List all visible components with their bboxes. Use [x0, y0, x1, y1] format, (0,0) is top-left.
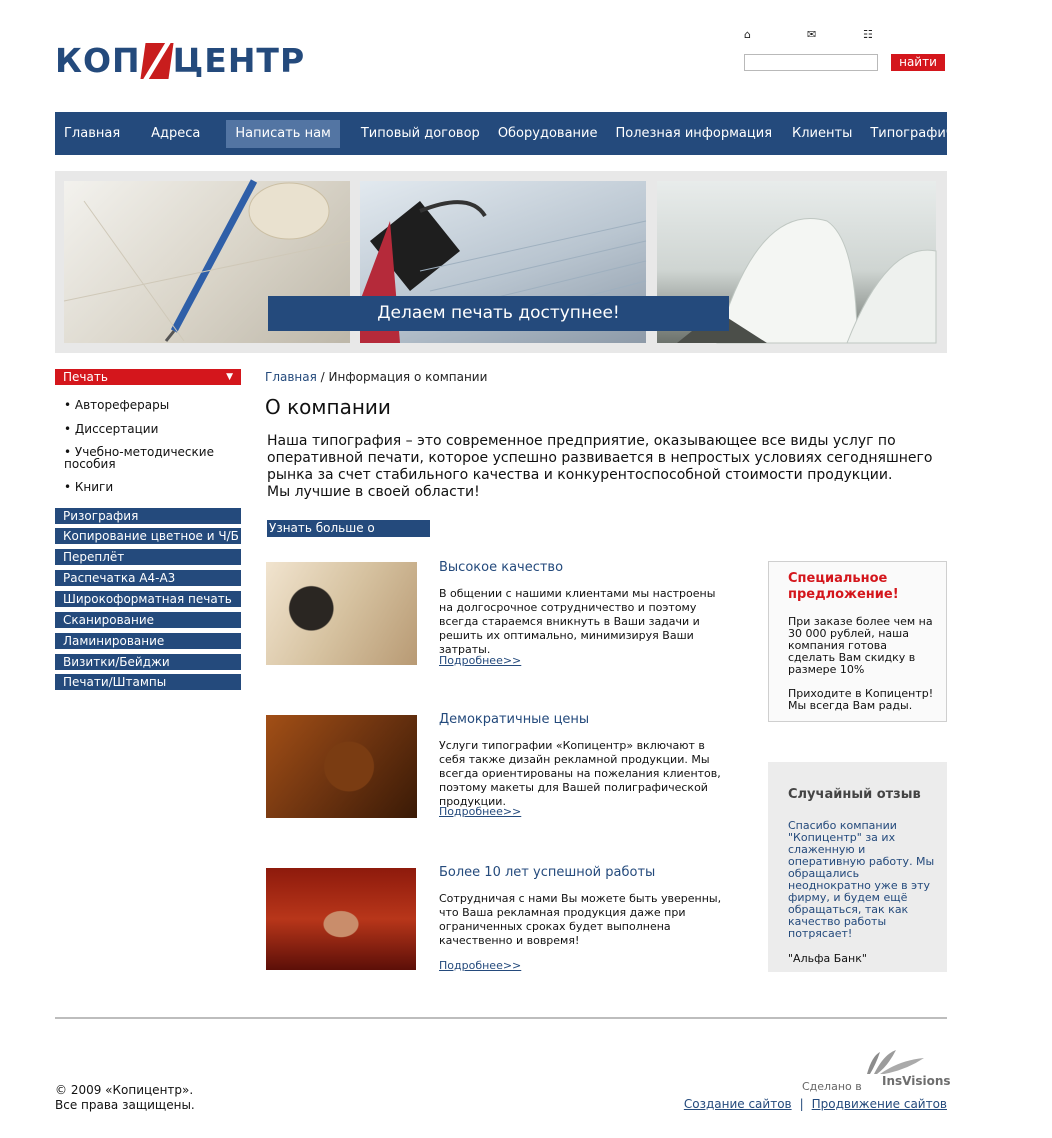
feature-title: Более 10 лет успешной работы — [439, 865, 656, 880]
review-box — [768, 762, 947, 972]
nav-item-clients[interactable]: Клиенты — [792, 125, 853, 141]
logo-text-right: ЦЕНТР — [172, 41, 306, 80]
sidebar-subitem[interactable]: • Автореферары — [64, 398, 170, 412]
sidebar-item[interactable]: Ризография — [55, 508, 241, 524]
footer-link-site-promotion[interactable]: Продвижение сайтов — [811, 1097, 947, 1111]
review-author: "Альфа Банк" — [788, 952, 867, 965]
banner — [55, 171, 947, 353]
sidebar-item[interactable]: Сканирование — [55, 612, 241, 628]
feature-text: Услуги типографии «Копицентр» включают в себя также дизайн рекламной продукции. Мы всегда ориентированы на пожелания клиентов, поэтому макеты для Вашей полиграфической продукции. — [439, 739, 721, 808]
feature-more-link[interactable]: Подробнее>> — [439, 805, 522, 818]
banner-caption: Делаем печать доступнее! — [268, 296, 729, 331]
intro-text — [267, 433, 947, 501]
mail-icon[interactable]: ✉ — [807, 28, 817, 41]
nav-item-print-services[interactable]: Типографические услуги — [870, 125, 1044, 141]
offer-text: При заказе более чем на 30 000 рублей, наша компания готова сделать Вам скидку в размере 10% — [788, 615, 933, 676]
sidebar-subitem[interactable]: • Книги — [64, 480, 114, 494]
nav-item-addresses[interactable]: Адреса — [151, 125, 201, 141]
offer-text-invite: Приходите в Копицентр! Мы всегда Вам рады. — [788, 687, 934, 712]
special-offer-box — [768, 561, 947, 722]
logo[interactable] — [55, 40, 305, 82]
main-nav — [55, 112, 1044, 155]
footer-divider — [55, 1017, 947, 1019]
sidebar-menu-print[interactable] — [55, 369, 241, 385]
copyright — [55, 1083, 195, 1113]
logo-text-left: КОП — [55, 41, 141, 80]
footer-link-separator: | — [799, 1097, 804, 1111]
insvisions-logo[interactable] — [862, 1048, 951, 1090]
breadcrumb — [265, 370, 487, 384]
home-icon[interactable]: ⌂ — [744, 28, 751, 41]
top-icons — [744, 28, 884, 42]
feature-image-tools — [266, 715, 417, 818]
sidebar-head-label: Печать — [63, 370, 108, 384]
leaf-logo-icon — [862, 1048, 932, 1076]
search-button[interactable]: найти — [891, 54, 945, 71]
learn-more-button[interactable]: Узнать больше о копицентре — [267, 520, 430, 537]
brand-name: InsVisions — [882, 1074, 951, 1088]
search-input[interactable] — [744, 54, 878, 71]
nav-item-contract[interactable]: Типовый договор — [360, 125, 480, 141]
sidebar-item[interactable]: Переплёт — [55, 549, 241, 565]
sidebar-item[interactable]: Распечатка А4-А3 — [55, 570, 241, 586]
sidebar-item[interactable]: Копирование цветное и Ч/Б — [55, 528, 241, 544]
footer-link-site-creation[interactable]: Создание сайтов — [683, 1097, 792, 1111]
review-title: Случайный отзыв — [788, 787, 921, 802]
triangle-down-icon: ▼ — [226, 372, 233, 382]
footer-links — [684, 1097, 947, 1111]
breadcrumb-current: Информация о компании — [328, 370, 488, 384]
feature-title: Демократичные цены — [439, 712, 590, 727]
feature-image-ink-pen — [266, 562, 417, 665]
sidebar-item[interactable]: Визитки/Бейджи — [55, 654, 241, 670]
sitemap-icon[interactable]: ☷ — [863, 28, 873, 41]
sidebar-subitem[interactable]: • Диссертации — [64, 422, 159, 436]
nav-item-equipment[interactable]: Оборудование — [497, 125, 598, 141]
feature-text: Сотрудничая с нами Вы можете быть уверенны, что Ваша рекламная продукция даже при ограниченных сроках будет выполнена качественно и вовремя! — [439, 892, 722, 947]
sidebar-item[interactable]: Печати/Штампы — [55, 674, 241, 690]
nav-item-useful-info[interactable]: Полезная информация — [615, 125, 773, 141]
feature-more-link[interactable]: Подробнее>> — [439, 654, 522, 667]
logo-mark-icon — [140, 43, 173, 79]
feature-text: В общении с нашими клиентами мы настроены на долгосрочное сотрудничество и поэтому всегда стараемся вникнуть в Ваши задачи и решить их оптимально, минимизируя Ваши затраты. — [439, 587, 716, 656]
feature-more-link[interactable]: Подробнее>> — [439, 959, 522, 972]
nav-item-write-us[interactable]: Написать нам — [226, 120, 339, 148]
offer-title: Специальное предложение! — [788, 571, 899, 602]
intro-tagline: Мы лучшие в своей области! — [267, 484, 480, 500]
sidebar-item[interactable]: Широкоформатная печать — [55, 591, 241, 607]
feature-image-handshake — [266, 868, 416, 970]
review-text: Спасибо компании "Копицентр" за их слаженную и оперативную работу. Мы обращались неоднократно уже в эту фирму, и будем ещё обращаться, так как качество работы потрясает! — [788, 819, 935, 940]
sidebar-item[interactable]: Ламинирование — [55, 633, 241, 649]
breadcrumb-home-link[interactable]: Главная — [265, 370, 317, 384]
intro-paragraph: Наша типография – это современное предприятие, оказывающее все виды услуг по оперативной печати, которое успешно развивается в непростых условиях сегодняшнего рынка за счет стабильного качества и конкурентоспособной стоимости продукции. — [267, 433, 933, 483]
nav-item-home[interactable]: Главная — [64, 125, 121, 141]
made-in-label: Сделано в — [802, 1080, 862, 1093]
copyright-rights: Все права защищены. — [55, 1098, 195, 1112]
feature-title: Высокое качество — [439, 560, 564, 575]
sidebar-subitem[interactable]: • Учебно-методические пособия — [64, 445, 214, 471]
page-title: О компании — [265, 395, 391, 419]
breadcrumb-separator: / — [316, 370, 329, 384]
copyright-line: © 2009 «Копицентр». — [55, 1083, 194, 1097]
